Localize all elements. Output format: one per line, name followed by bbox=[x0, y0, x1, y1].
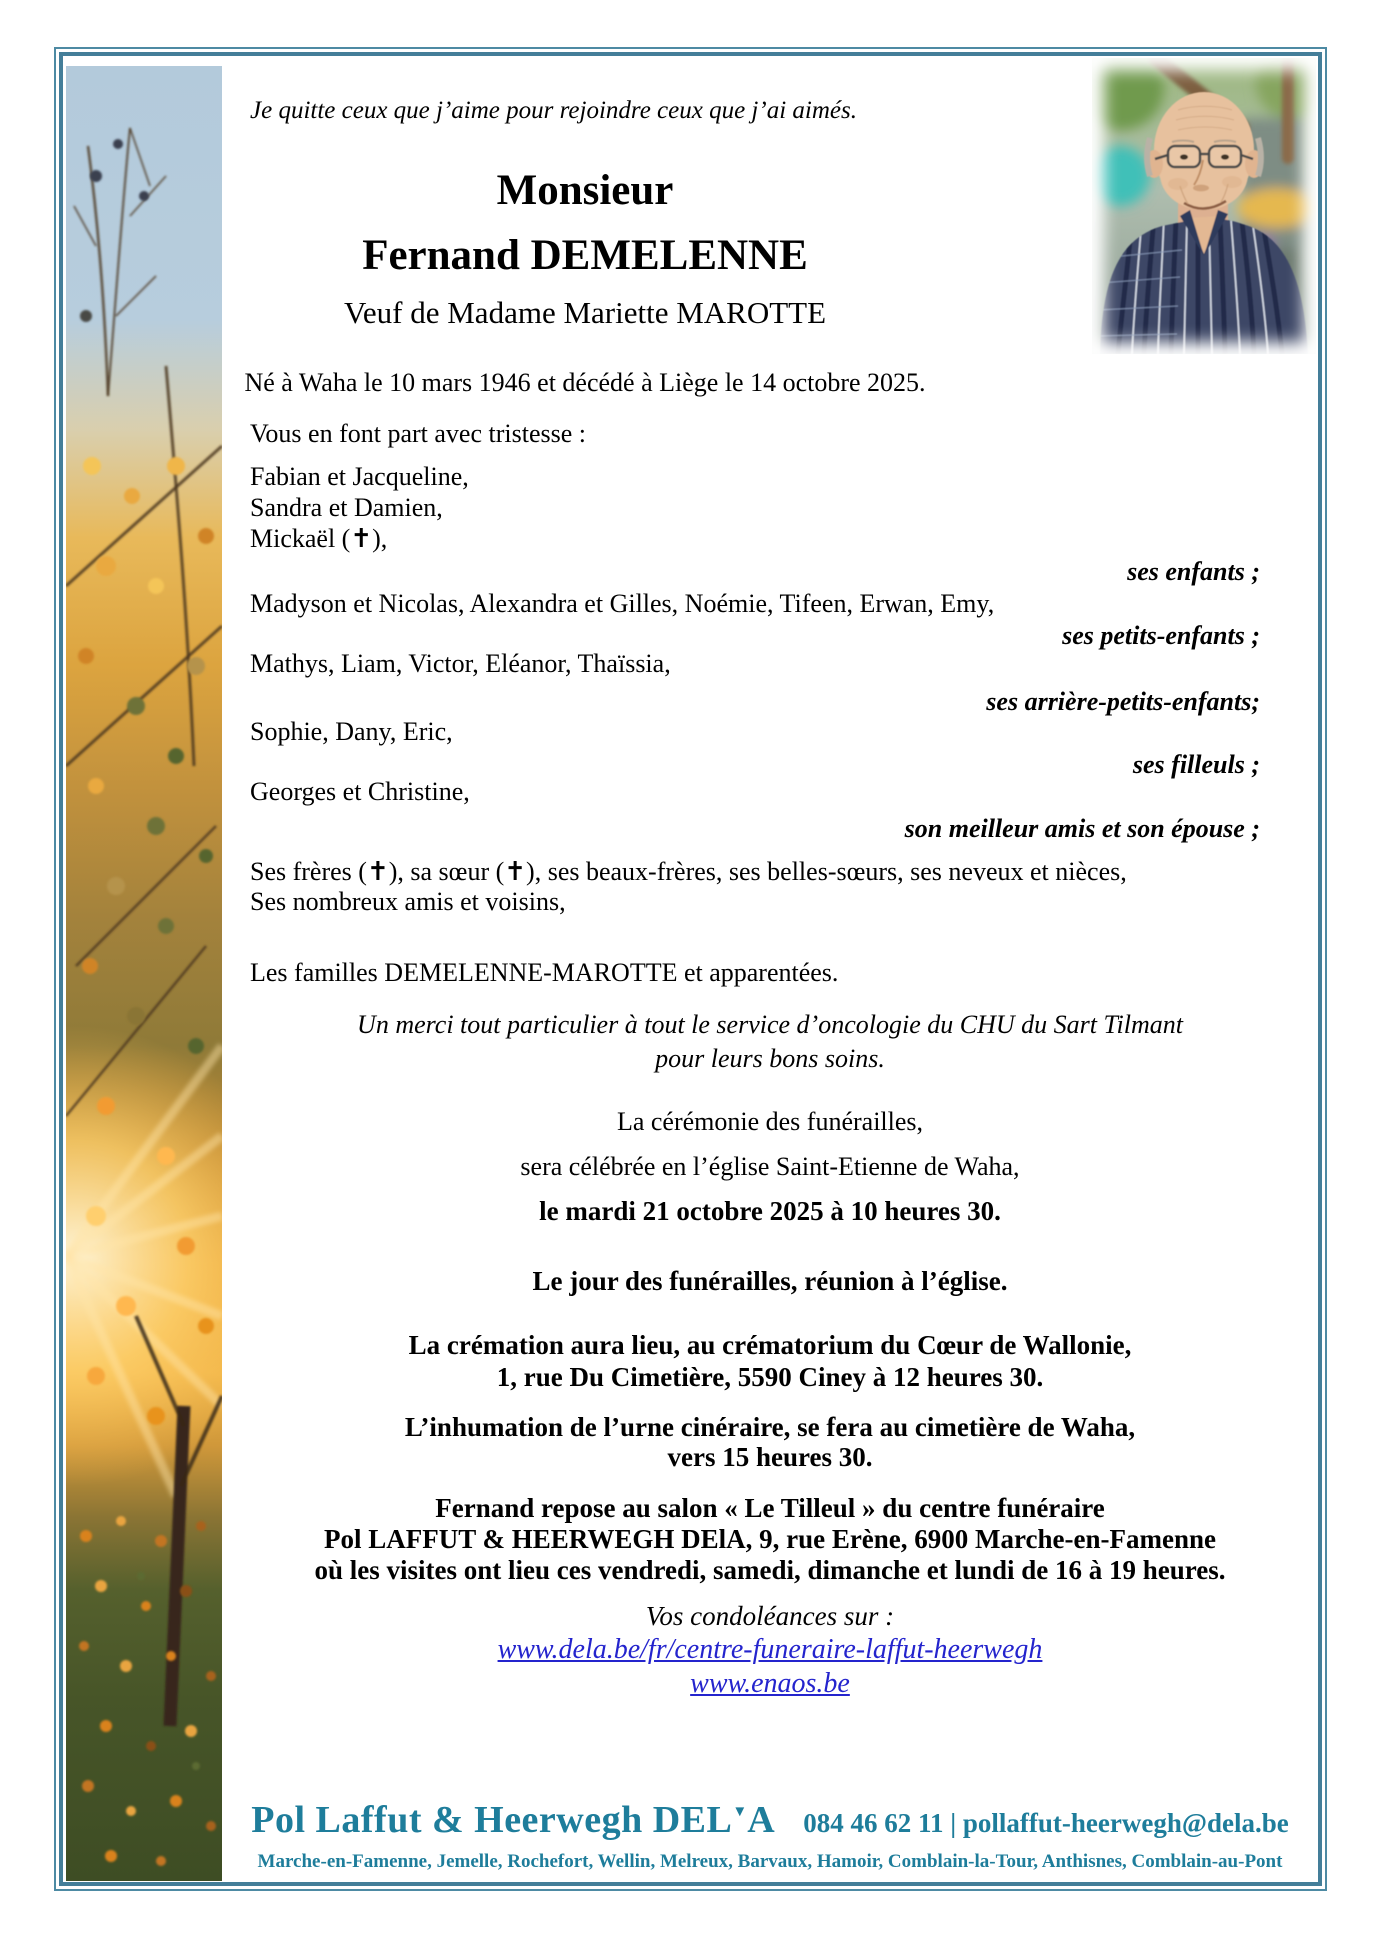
dela-logo-mark: ▼ bbox=[732, 1804, 748, 1820]
relation-label-best-friend: son meilleur amis et son épouse ; bbox=[904, 814, 1260, 843]
repose-line: Fernand repose au salon « Le Tilleul » du centre funéraire bbox=[435, 1493, 1105, 1523]
cremation-line: La crémation aura lieu, au crématorium du Cœur de Wallonie, bbox=[408, 1330, 1132, 1360]
footer-cities: Marche-en-Famenne, Jemelle, Rochefort, Wellin, Melreux, Barvaux, Hamoir, Comblain-la-Tour, Anthisnes, Comblain-au-Pont bbox=[257, 1851, 1283, 1872]
title-civility: Monsieur bbox=[496, 167, 674, 214]
condolences-link-dela[interactable]: www.dela.be/fr/centre-funeraire-laffut-heerwegh bbox=[497, 1634, 1043, 1665]
relatives-line: Ses frères (✝), sa sœur (✝), ses beaux-frères, ses belles-sœurs, ses neveux et nièces, bbox=[250, 857, 1127, 886]
ceremony-line: La cérémonie des funérailles, bbox=[616, 1107, 924, 1136]
relation-label-grandchildren: ses petits-enfants ; bbox=[1062, 621, 1260, 650]
footer-brand-row bbox=[240, 1798, 1300, 1842]
family-line: Sandra et Damien, bbox=[250, 493, 443, 522]
family-line: Madyson et Nicolas, Alexandra et Gilles, Noémie, Tifeen, Erwan, Emy, bbox=[250, 589, 995, 618]
ceremony-meeting-line: Le jour des funérailles, réunion à l’église. bbox=[532, 1266, 1008, 1296]
relation-label-godchildren: ses filleuls ; bbox=[1132, 750, 1260, 779]
inhumation-line: L’inhumation de l’urne cinéraire, se fera au cimetière de Waha, bbox=[404, 1412, 1136, 1442]
family-line: Sophie, Dany, Eric, bbox=[250, 717, 453, 746]
thanks-line: pour leurs bons soins. bbox=[655, 1044, 885, 1073]
portrait-illustration bbox=[1092, 58, 1316, 354]
ceremony-line: sera célébrée en l’église Saint-Etienne de Waha, bbox=[520, 1152, 1020, 1181]
condolences-link-enaos[interactable]: www.enaos.be bbox=[690, 1668, 850, 1699]
footer-contact: 084 46 62 11 | pollaffut-heerwegh@dela.be bbox=[803, 1808, 1289, 1838]
family-line: Mickaël (✝), bbox=[250, 524, 388, 553]
opening-quote: Je quitte ceux que j’aime pour rejoindre ceux que j’ai aimés. bbox=[250, 97, 857, 124]
family-line: Georges et Christine, bbox=[250, 777, 470, 806]
relatives-line: Ses nombreux amis et voisins, bbox=[250, 887, 566, 916]
portrait-photo bbox=[1092, 58, 1316, 354]
deceased-name: Fernand DEMELENNE bbox=[362, 232, 808, 279]
condolences-label: Vos condoléances sur : bbox=[645, 1601, 895, 1631]
inhumation-time-line: vers 15 heures 30. bbox=[667, 1442, 873, 1472]
cremation-address-line: 1, rue Du Cimetière, 5590 Ciney à 12 heures 30. bbox=[496, 1362, 1044, 1392]
repose-address-line: Pol LAFFUT & HEERWEGH DElA, 9, rue Erène, 6900 Marche-en-Famenne bbox=[324, 1524, 1216, 1554]
relation-label-great-grandchildren: ses arrière-petits-enfants; bbox=[986, 687, 1260, 716]
announcement-intro: Vous en font part avec tristesse : bbox=[250, 419, 586, 448]
family-line: Mathys, Liam, Victor, Eléanor, Thaïssia, bbox=[250, 649, 671, 678]
ceremony-date-line: le mardi 21 octobre 2025 à 10 heures 30. bbox=[539, 1196, 1001, 1226]
widower-subtitle: Veuf de Madame Mariette MAROTTE bbox=[343, 295, 827, 330]
funeral-home-logo: Pol Laffut & Heerwegh DEL▼A bbox=[251, 1799, 776, 1841]
family-line: Fabian et Jacqueline, bbox=[250, 462, 469, 491]
autumn-strip-photo bbox=[66, 66, 222, 1881]
birth-death-line: Né à Waha le 10 mars 1946 et décédé à Liège le 14 octobre 2025. bbox=[244, 368, 926, 397]
families-line: Les familles DEMELENNE-MAROTTE et apparentées. bbox=[250, 958, 839, 987]
thanks-line: Un merci tout particulier à tout le service d’oncologie du CHU du Sart Tilmant bbox=[357, 1010, 1183, 1039]
autumn-strip-illustration bbox=[66, 66, 222, 1881]
relation-label-children: ses enfants ; bbox=[1127, 557, 1260, 586]
visits-line: où les visites ont lieu ces vendredi, samedi, dimanche et lundi de 16 à 19 heures. bbox=[314, 1555, 1226, 1585]
